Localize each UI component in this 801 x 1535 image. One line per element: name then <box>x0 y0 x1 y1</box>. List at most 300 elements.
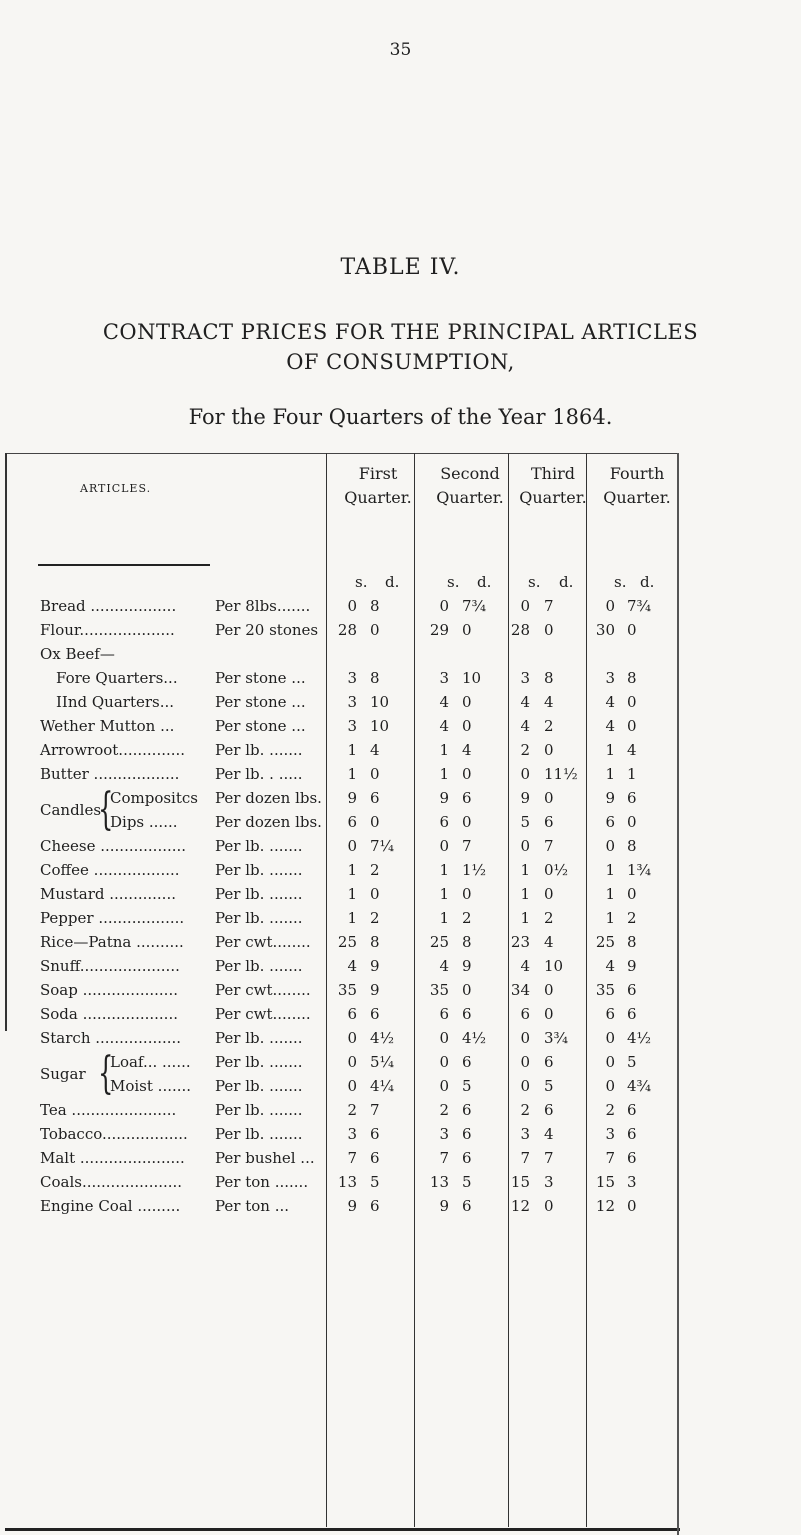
q1-pence: 6 <box>370 1149 380 1167</box>
unit-of-measure: Per lb. ....... <box>215 1029 303 1047</box>
q3-pence: 0½ <box>544 861 569 879</box>
q2-pence: 6 <box>462 1005 472 1023</box>
q2-pence: 5 <box>462 1077 472 1095</box>
q4-shillings: 12 <box>595 1197 615 1215</box>
q3-shillings: 4 <box>520 717 530 735</box>
q3-shillings: 0 <box>520 597 530 615</box>
q1-shillings: 0 <box>347 1053 357 1071</box>
table-row <box>0 690 801 714</box>
q3-pence: 8 <box>544 669 554 687</box>
q3-shillings: 0 <box>520 765 530 783</box>
q1-shillings: 6 <box>347 1005 357 1023</box>
q4-shillings: 15 <box>595 1173 615 1191</box>
table-row <box>0 618 801 642</box>
q1-pence: 6 <box>370 1197 380 1215</box>
q1-shillings: 0 <box>347 1029 357 1047</box>
q3-shillings: 9 <box>520 789 530 807</box>
q1-shillings: 35 <box>337 981 357 999</box>
q2-shillings: 6 <box>439 813 449 831</box>
q3-shillings: 3 <box>520 669 530 687</box>
q2-pence: 2 <box>462 909 472 927</box>
q2-pence: 6 <box>462 1197 472 1215</box>
table-row <box>0 1170 801 1194</box>
q3-pence: 2 <box>544 909 554 927</box>
unit-of-measure: Per cwt........ <box>215 981 311 999</box>
q1-pence: 6 <box>370 789 380 807</box>
q1-shillings: 2 <box>347 1101 357 1119</box>
q3-pence: 4 <box>544 933 554 951</box>
unit-of-measure: Per lb. ....... <box>215 885 303 903</box>
q3-shillings: 23 <box>510 933 530 951</box>
unit-of-measure: Per stone ... <box>215 717 306 735</box>
q1-shillings: 0 <box>347 597 357 615</box>
q2-shillings: 3 <box>439 669 449 687</box>
q3-shillings: 5 <box>520 813 530 831</box>
q2-pence: 4½ <box>462 1029 487 1047</box>
q3-shillings: 7 <box>520 1149 530 1167</box>
q3-pence: 5 <box>544 1077 554 1095</box>
q3-pence: 2 <box>544 717 554 735</box>
article-name: Soda .................... <box>40 1005 178 1023</box>
q3-pence: 0 <box>544 621 554 639</box>
q4-shillings: 0 <box>605 837 615 855</box>
table-row <box>0 642 801 666</box>
q4-shillings: 30 <box>595 621 615 639</box>
q1-pence: 0 <box>370 885 380 903</box>
q1-shillings: 9 <box>347 1197 357 1215</box>
q1-pence: 0 <box>370 621 380 639</box>
table-row <box>0 594 801 618</box>
q4-pence: 1¾ <box>627 861 652 879</box>
q2-shillings: 4 <box>439 957 449 975</box>
q3-shillings: 34 <box>510 981 530 999</box>
q4-pence: 6 <box>627 1125 637 1143</box>
q2-shillings: 3 <box>439 1125 449 1143</box>
q2-pence: 0 <box>462 717 472 735</box>
unit-of-measure: Per lb. ....... <box>215 1101 303 1119</box>
q1-pence: 5 <box>370 1173 380 1191</box>
q1-shillings: 7 <box>347 1149 357 1167</box>
q4-pence: 6 <box>627 1149 637 1167</box>
q2-pence: 7¾ <box>462 597 487 615</box>
q2-shillings: 1 <box>439 765 449 783</box>
heading-line-1: CONTRACT PRICES FOR THE PRINCIPAL ARTICLES <box>102 320 699 344</box>
q2-shillings: 9 <box>439 1197 449 1215</box>
article-name: Moist ....... <box>110 1077 192 1095</box>
q3-shillings: 28 <box>510 621 530 639</box>
q1-shillings: 6 <box>347 813 357 831</box>
table-row <box>0 906 801 930</box>
q3-shillings: 2 <box>520 1101 530 1119</box>
q2-shillings: 1 <box>439 885 449 903</box>
q4-pence: 4¾ <box>627 1077 652 1095</box>
q4-pence: 8 <box>627 669 637 687</box>
q4-pence: 8 <box>627 933 637 951</box>
q2-pence: 6 <box>462 1101 472 1119</box>
q1-pence: 7 <box>370 1101 380 1119</box>
q4-pence: 6 <box>627 789 637 807</box>
q2-pence: 4 <box>462 741 472 759</box>
q1-pence: 6 <box>370 1005 380 1023</box>
unit-of-measure: Per stone ... <box>215 669 306 687</box>
q4-pence: 3 <box>627 1173 637 1191</box>
article-name: Butter .................. <box>40 765 180 783</box>
q3-pence: 7 <box>544 597 554 615</box>
unit-of-measure: Per lb. ....... <box>215 837 303 855</box>
article-name: Dips ...... <box>110 813 178 831</box>
q4-pence: 1 <box>627 765 637 783</box>
q1-pence: 6 <box>370 1125 380 1143</box>
unit-of-measure: Per lb. ....... <box>215 909 303 927</box>
q3-shillings: 4 <box>520 957 530 975</box>
q4-pence: 0 <box>627 1197 637 1215</box>
q4-shillings: 25 <box>595 933 615 951</box>
q1-pence: 9 <box>370 981 380 999</box>
header-third-quarter: Third Quarter. <box>519 464 587 507</box>
table-row <box>0 834 801 858</box>
table-row <box>0 1074 801 1098</box>
q3-shillings: 4 <box>520 693 530 711</box>
q2-pence: 1½ <box>462 861 487 879</box>
header-second-quarter: Second Quarter. <box>436 464 504 507</box>
unit-of-measure: Per dozen lbs. <box>215 789 322 807</box>
unit-shillings: s. <box>447 573 460 591</box>
table-row <box>0 954 801 978</box>
q3-pence: 6 <box>544 1053 554 1071</box>
q4-pence: 0 <box>627 621 637 639</box>
unit-of-measure: Per lb. ....... <box>215 957 303 975</box>
table-row <box>0 714 801 738</box>
q2-pence: 0 <box>462 693 472 711</box>
q2-shillings: 0 <box>439 1029 449 1047</box>
q4-shillings: 4 <box>605 717 615 735</box>
q4-pence: 6 <box>627 1101 637 1119</box>
header-rule <box>38 564 210 566</box>
q2-shillings: 7 <box>439 1149 449 1167</box>
q3-shillings: 0 <box>520 837 530 855</box>
table-row <box>0 762 801 786</box>
table-row <box>0 1194 801 1218</box>
q2-shillings: 1 <box>439 741 449 759</box>
q3-shillings: 15 <box>510 1173 530 1191</box>
header-articles: ARTICLES. <box>80 482 152 495</box>
q3-pence: 0 <box>544 981 554 999</box>
table-bottom-rule <box>5 1528 680 1531</box>
q2-pence: 0 <box>462 765 472 783</box>
article-name: Pepper .................. <box>40 909 185 927</box>
table-row <box>0 1026 801 1050</box>
q2-pence: 0 <box>462 621 472 639</box>
header-first-quarter: First Quarter. <box>344 464 412 507</box>
q1-shillings: 1 <box>347 909 357 927</box>
article-name: Coals..................... <box>40 1173 183 1191</box>
q4-shillings: 6 <box>605 1005 615 1023</box>
q1-pence: 4 <box>370 741 380 759</box>
q2-shillings: 0 <box>439 1077 449 1095</box>
q3-shillings: 6 <box>520 1005 530 1023</box>
unit-of-measure: Per lb. ....... <box>215 1053 303 1071</box>
q3-shillings: 1 <box>520 885 530 903</box>
table-row <box>0 738 801 762</box>
q4-shillings: 1 <box>605 741 615 759</box>
q1-shillings: 3 <box>347 1125 357 1143</box>
q1-pence: 4½ <box>370 1029 395 1047</box>
q1-pence: 4¼ <box>370 1077 395 1095</box>
q4-shillings: 1 <box>605 765 615 783</box>
q2-pence: 6 <box>462 1053 472 1071</box>
article-name: Bread .................. <box>40 597 177 615</box>
q3-pence: 6 <box>544 813 554 831</box>
article-name: Soap .................... <box>40 981 178 999</box>
q1-pence: 2 <box>370 861 380 879</box>
table-title: TABLE IV. <box>340 255 461 280</box>
article-group-name: Candles <box>40 801 102 819</box>
q2-pence: 6 <box>462 789 472 807</box>
q3-shillings: 2 <box>520 741 530 759</box>
q4-shillings: 3 <box>605 1125 615 1143</box>
unit-of-measure: Per lb. ....... <box>215 741 303 759</box>
q1-pence: 5¼ <box>370 1053 395 1071</box>
q4-pence: 0 <box>627 717 637 735</box>
article-name: Mustard .............. <box>40 885 176 903</box>
unit-of-measure: Per lb. . ..... <box>215 765 303 783</box>
article-name: Engine Coal ......... <box>40 1197 181 1215</box>
q4-shillings: 7 <box>605 1149 615 1167</box>
q4-shillings: 0 <box>605 1053 615 1071</box>
q3-shillings: 1 <box>520 861 530 879</box>
q1-pence: 7¼ <box>370 837 395 855</box>
q4-shillings: 2 <box>605 1101 615 1119</box>
q1-shillings: 3 <box>347 669 357 687</box>
q1-shillings: 4 <box>347 957 357 975</box>
unit-pence: d. <box>385 573 400 591</box>
article-name: IInd Quarters... <box>56 693 175 711</box>
q2-shillings: 4 <box>439 717 449 735</box>
table-row <box>0 666 801 690</box>
q1-shillings: 3 <box>347 717 357 735</box>
q4-shillings: 35 <box>595 981 615 999</box>
article-name: Arrowroot.............. <box>40 741 186 759</box>
q1-pence: 8 <box>370 669 380 687</box>
article-name: Flour.................... <box>40 621 175 639</box>
q2-pence: 7 <box>462 837 472 855</box>
q1-shillings: 0 <box>347 837 357 855</box>
q2-shillings: 0 <box>439 837 449 855</box>
q1-pence: 8 <box>370 597 380 615</box>
article-name: Tobacco.................. <box>40 1125 188 1143</box>
q2-shillings: 4 <box>439 693 449 711</box>
header-units-row <box>0 570 801 594</box>
q4-shillings: 4 <box>605 693 615 711</box>
unit-of-measure: Per ton ....... <box>215 1173 309 1191</box>
q3-pence: 0 <box>544 1197 554 1215</box>
q4-shillings: 9 <box>605 789 615 807</box>
unit-of-measure: Per 20 stones <box>215 621 319 639</box>
q1-shillings: 1 <box>347 765 357 783</box>
q3-pence: 7 <box>544 1149 554 1167</box>
table-row <box>0 1098 801 1122</box>
article-name: Rice—Patna .......... <box>40 933 184 951</box>
q4-pence: 7¾ <box>627 597 652 615</box>
q3-pence: 4 <box>544 693 554 711</box>
table-row <box>0 930 801 954</box>
q1-shillings: 0 <box>347 1077 357 1095</box>
unit-of-measure: Per lb. ....... <box>215 1077 303 1095</box>
q4-shillings: 1 <box>605 909 615 927</box>
q2-pence: 6 <box>462 1149 472 1167</box>
unit-of-measure: Per cwt........ <box>215 933 311 951</box>
unit-pence: d. <box>640 573 655 591</box>
table-row <box>0 882 801 906</box>
q2-pence: 5 <box>462 1173 472 1191</box>
q3-pence: 0 <box>544 741 554 759</box>
q1-pence: 10 <box>370 717 390 735</box>
q2-shillings: 35 <box>429 981 449 999</box>
article-name: Snuff..................... <box>40 957 180 975</box>
q2-pence: 6 <box>462 1125 472 1143</box>
q4-pence: 2 <box>627 909 637 927</box>
q2-pence: 0 <box>462 885 472 903</box>
q3-pence: 11½ <box>544 765 578 783</box>
q1-shillings: 25 <box>337 933 357 951</box>
q1-shillings: 1 <box>347 741 357 759</box>
q1-pence: 0 <box>370 765 380 783</box>
subheading: For the Four Quarters of the Year 1864. <box>188 405 613 429</box>
q3-pence: 10 <box>544 957 564 975</box>
q2-pence: 9 <box>462 957 472 975</box>
article-name: Starch .................. <box>40 1029 182 1047</box>
q1-pence: 8 <box>370 933 380 951</box>
q4-shillings: 0 <box>605 1077 615 1095</box>
unit-of-measure: Per dozen lbs. <box>215 813 322 831</box>
header-fourth-quarter: Fourth Quarter. <box>603 464 671 507</box>
q3-shillings: 1 <box>520 909 530 927</box>
brace-icon: { <box>98 1048 114 1099</box>
q2-shillings: 0 <box>439 597 449 615</box>
q3-shillings: 0 <box>520 1053 530 1071</box>
table-row <box>0 810 801 834</box>
q1-shillings: 9 <box>347 789 357 807</box>
q4-shillings: 3 <box>605 669 615 687</box>
q3-pence: 6 <box>544 1101 554 1119</box>
unit-pence: d. <box>559 573 574 591</box>
unit-shillings: s. <box>528 573 541 591</box>
q4-pence: 0 <box>627 885 637 903</box>
q3-pence: 0 <box>544 789 554 807</box>
q4-shillings: 6 <box>605 813 615 831</box>
article-name: Fore Quarters... <box>56 669 178 687</box>
q1-pence: 2 <box>370 909 380 927</box>
unit-of-measure: Per ton ... <box>215 1197 290 1215</box>
q4-shillings: 1 <box>605 885 615 903</box>
q2-pence: 10 <box>462 669 482 687</box>
unit-shillings: s. <box>355 573 368 591</box>
article-name: Coffee .................. <box>40 861 180 879</box>
q3-pence: 3 <box>544 1173 554 1191</box>
q2-shillings: 13 <box>429 1173 449 1191</box>
q1-pence: 0 <box>370 813 380 831</box>
unit-of-measure: Per 8lbs....... <box>215 597 311 615</box>
article-name: Cheese .................. <box>40 837 187 855</box>
q1-pence: 9 <box>370 957 380 975</box>
q4-pence: 4 <box>627 741 637 759</box>
q4-pence: 4½ <box>627 1029 652 1047</box>
q1-shillings: 1 <box>347 861 357 879</box>
q1-shillings: 13 <box>337 1173 357 1191</box>
table-row <box>0 1146 801 1170</box>
article-name: Malt ...................... <box>40 1149 185 1167</box>
article-name: Loaf... ...... <box>110 1053 191 1071</box>
q2-shillings: 9 <box>439 789 449 807</box>
q3-pence: 3¾ <box>544 1029 569 1047</box>
q4-shillings: 0 <box>605 1029 615 1047</box>
q1-pence: 10 <box>370 693 390 711</box>
brace-icon: { <box>98 784 114 835</box>
article-group-name: Sugar <box>40 1065 86 1083</box>
q3-shillings: 3 <box>520 1125 530 1143</box>
table-row <box>0 858 801 882</box>
q2-shillings: 29 <box>429 621 449 639</box>
q1-shillings: 3 <box>347 693 357 711</box>
unit-of-measure: Per lb. ....... <box>215 861 303 879</box>
q2-shillings: 25 <box>429 933 449 951</box>
q4-shillings: 0 <box>605 597 615 615</box>
q3-pence: 4 <box>544 1125 554 1143</box>
q2-shillings: 1 <box>439 861 449 879</box>
q2-pence: 0 <box>462 981 472 999</box>
q1-shillings: 28 <box>337 621 357 639</box>
article-name: Ox Beef— <box>40 645 115 663</box>
unit-of-measure: Per lb. ....... <box>215 1125 303 1143</box>
q3-pence: 7 <box>544 837 554 855</box>
q4-pence: 8 <box>627 837 637 855</box>
q4-pence: 9 <box>627 957 637 975</box>
unit-of-measure: Per bushel ... <box>215 1149 315 1167</box>
q3-pence: 0 <box>544 885 554 903</box>
q4-pence: 6 <box>627 1005 637 1023</box>
heading-line-2: OF CONSUMPTION, <box>286 350 515 374</box>
article-name: Compositcs <box>110 789 198 807</box>
q4-shillings: 4 <box>605 957 615 975</box>
article-name: Tea ...................... <box>40 1101 177 1119</box>
table-row <box>0 1002 801 1026</box>
q2-pence: 8 <box>462 933 472 951</box>
q4-shillings: 1 <box>605 861 615 879</box>
table-top-rule <box>5 453 677 454</box>
q3-shillings: 0 <box>520 1029 530 1047</box>
q3-shillings: 12 <box>510 1197 530 1215</box>
q2-shillings: 2 <box>439 1101 449 1119</box>
q4-pence: 6 <box>627 981 637 999</box>
q3-pence: 0 <box>544 1005 554 1023</box>
page-number: 35 <box>389 40 412 60</box>
q3-shillings: 0 <box>520 1077 530 1095</box>
unit-shillings: s. <box>614 573 627 591</box>
q4-pence: 0 <box>627 693 637 711</box>
q2-pence: 0 <box>462 813 472 831</box>
table-row <box>0 978 801 1002</box>
q2-shillings: 1 <box>439 909 449 927</box>
unit-of-measure: Per cwt........ <box>215 1005 311 1023</box>
unit-of-measure: Per stone ... <box>215 693 306 711</box>
q4-pence: 0 <box>627 813 637 831</box>
table-row <box>0 1122 801 1146</box>
q4-pence: 5 <box>627 1053 637 1071</box>
q2-shillings: 0 <box>439 1053 449 1071</box>
article-name: Wether Mutton ... <box>40 717 175 735</box>
q2-shillings: 6 <box>439 1005 449 1023</box>
unit-pence: d. <box>477 573 492 591</box>
